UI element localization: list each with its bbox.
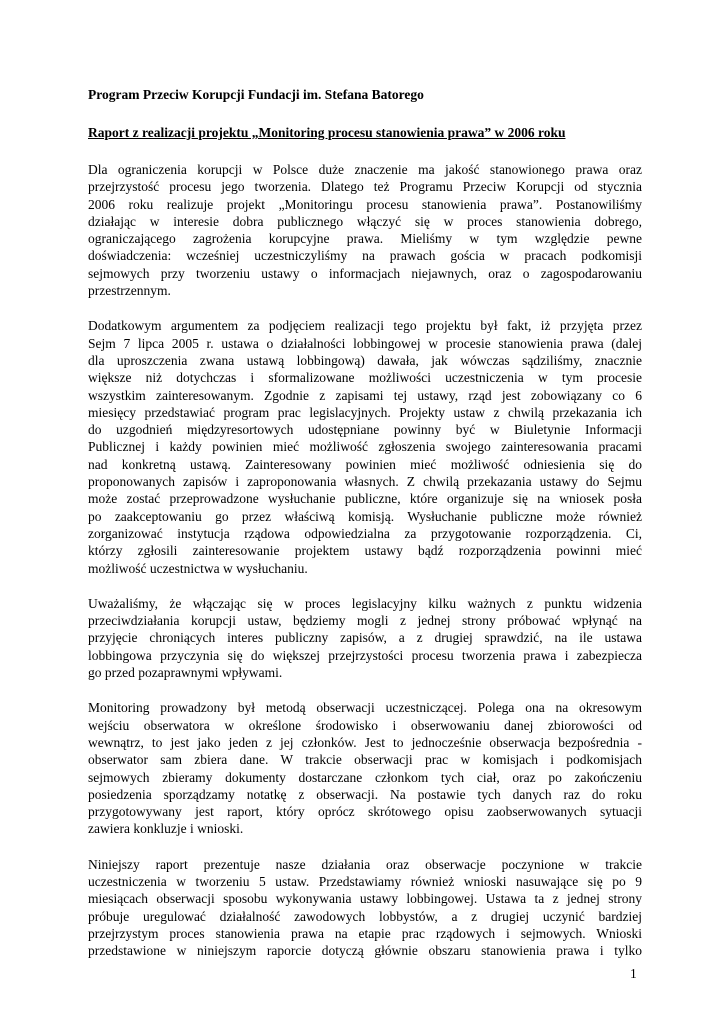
- text-line: dla uproszczenia zwana ustawą lobbingową) dawała, jak wówczas sądziliśmy, znacznie: [88, 352, 642, 368]
- text-line: przeciwdziałania korupcji ustaw, będziemy mogli z jednej strony próbować wpłynąć na: [88, 613, 642, 629]
- paragraph: [88, 699, 642, 837]
- body-text: [88, 161, 642, 959]
- text-line: Monitoring prowadzony był metodą obserwacji uczestniczącej. Polega ona na okresowym: [88, 700, 642, 716]
- document-title: Program Przeciw Korupcji Fundacji im. Stefana Batorego: [88, 87, 424, 102]
- text-line: sejmowych przy tworzeniu ustawy o informacjach niejawnych, oraz o zagospodarowaniu: [88, 265, 642, 281]
- text-line: do uzgodnień międzyresortowych udostępniane powinny być w Biuletynie Informacji: [88, 422, 642, 438]
- text-line: Uważaliśmy, że włączając się w proces legislacyjny kilku ważnych z punktu widzenia: [88, 595, 642, 611]
- text-line: przyjęcie chroniących interes publiczny zapisów, a z drugiej sprawdzić, na ile ustawa: [88, 630, 642, 646]
- text-line: proponowanych zapisów i zaproponowania własnych. Z chwilą przekazania ustawy do Sejmu: [88, 474, 642, 490]
- text-line: doświadczenia: wcześniej uczestniczyliśmy na prawach gościa w pracach podkomisji: [88, 248, 642, 264]
- text-line: miesiącach obserwacji sposobu wykonywania ustawy lobbingowej. Ustawa ta z jednej strony: [88, 891, 642, 907]
- paragraph: [88, 856, 642, 960]
- text-line: może zostać przeprowadzone wysłuchanie publiczne, które organizuje się na wniosek posła: [88, 491, 642, 507]
- text-line: ograniczającego zagrożenia korupcyjne prawa. Mieliśmy w tym względzie pewne: [88, 231, 642, 247]
- paragraph: [88, 161, 642, 299]
- text-line: sejmowych zbieramy dokumenty dostarczane członkom tych ciał, oraz po zakończeniu: [88, 769, 642, 785]
- text-line: wejściu obserwatora w określone środowisko i obserwowaniu danej zbiorowości od: [88, 717, 642, 733]
- text-line: Niniejszy raport prezentuje nasze działania oraz obserwacje poczynione w trakcie: [88, 856, 642, 872]
- text-line: go przed pozaprawnymi wpływami.: [88, 665, 283, 681]
- page-number: 1: [630, 966, 637, 981]
- text-line: przejrzystym proces stanowienia prawa na etapie prac rządowych i sejmowych. Wnioski: [88, 925, 642, 941]
- text-line: nad konkretną ustawą. Zainteresowany powinien mieć możliwość odniesienia się do: [88, 456, 642, 472]
- text-line: uczestniczenia w tworzeniu 5 ustaw. Przedstawiamy również wnioski nasuwające się po 9: [88, 873, 642, 889]
- text-line: którzy zgłosili zainteresowanie projektem ustawy bądź rozporządzenia powinni mieć: [88, 543, 642, 559]
- text-line: Dla ograniczenia korupcji w Polsce duże znaczenie ma jakość stanowionego prawa oraz: [88, 162, 642, 177]
- text-line: lobbingowa przyczynia się do większej przejrzystości procesu tworzenia prawa i zabezpiecza: [88, 647, 642, 663]
- text-line: Publicznej i każdy powinien mieć możliwość zgłoszenia swojego zainteresowania pracami: [88, 439, 642, 455]
- text-line: próbuje uregulować działalność zawodowych lobbystów, a z drugiej uczynić bardziej: [88, 908, 642, 924]
- text-line: zorganizować instytucja rządowa odpowiedzialna za przygotowanie rozporządzenia. Ci,: [88, 525, 642, 541]
- report-subtitle: Raport z realizacji projektu „Monitoring procesu stanowienia prawa” w 2006 roku: [88, 125, 566, 140]
- text-line: przedstawione w niniejszym raporcie dotyczą głównie obszaru stanowienia prawa i tylko: [88, 943, 642, 959]
- text-line: przejrzystość procesu jego tworzenia. Dlatego też Programu Przeciw Korupcji od stycznia: [88, 179, 642, 195]
- text-line: możliwość uczestnictwa w wysłuchaniu.: [88, 560, 308, 576]
- text-line: miesięcy przedstawiać program prac legislacyjnych. Projekty ustaw z chwilą przekazania ich: [88, 404, 642, 420]
- text-line: wszystkim zainteresowanym. Zgodnie z zapisami tej ustawy, rząd jest zobowiązany co 6: [88, 387, 642, 403]
- text-line: 2006 roku realizuje projekt „Monitoringu procesu stanowienia prawa”. Postanowiliśmy: [88, 196, 642, 212]
- text-line: większe niż dotychczas i sformalizowane możliwości uczestniczenia w tym procesie: [88, 370, 642, 386]
- document-page: [88, 86, 642, 977]
- text-line: po zaakceptowaniu go przez właściwą komisją. Wysłuchanie publiczne może również: [88, 508, 642, 524]
- text-line: posiedzenia sporządzamy notatkę z obserwacji. Na postawie tych danych raz do roku: [88, 786, 642, 802]
- paragraph: [88, 595, 642, 681]
- text-line: Dodatkowym argumentem za podjęciem realizacji tego projektu był fakt, iż przyjęta przez: [88, 318, 642, 334]
- text-line: Sejm 7 lipca 2005 r. ustawa o działalności lobbingowej w procesie stanowienia prawa (dalej: [88, 335, 642, 351]
- text-line: przygotowywany jest raport, który oprócz skrótowego opisu zaobserwowanych sytuacji: [88, 804, 642, 820]
- text-line: wewnątrz, to jest jako jeden z jej członków. Jest to jednocześnie obserwacja bezpośrednia -: [88, 734, 642, 750]
- text-line: przestrzennym.: [88, 283, 171, 299]
- text-line: działając w interesie dobra publicznego włączyć się w proces stanowienia dobrego,: [88, 213, 642, 229]
- text-line: obserwator sam zbiera dane. W trakcie obserwacji prac w komisjach i podkomisjach: [88, 752, 642, 768]
- text-line: zawiera konkluzje i wnioski.: [88, 821, 244, 837]
- paragraph: [88, 317, 642, 576]
